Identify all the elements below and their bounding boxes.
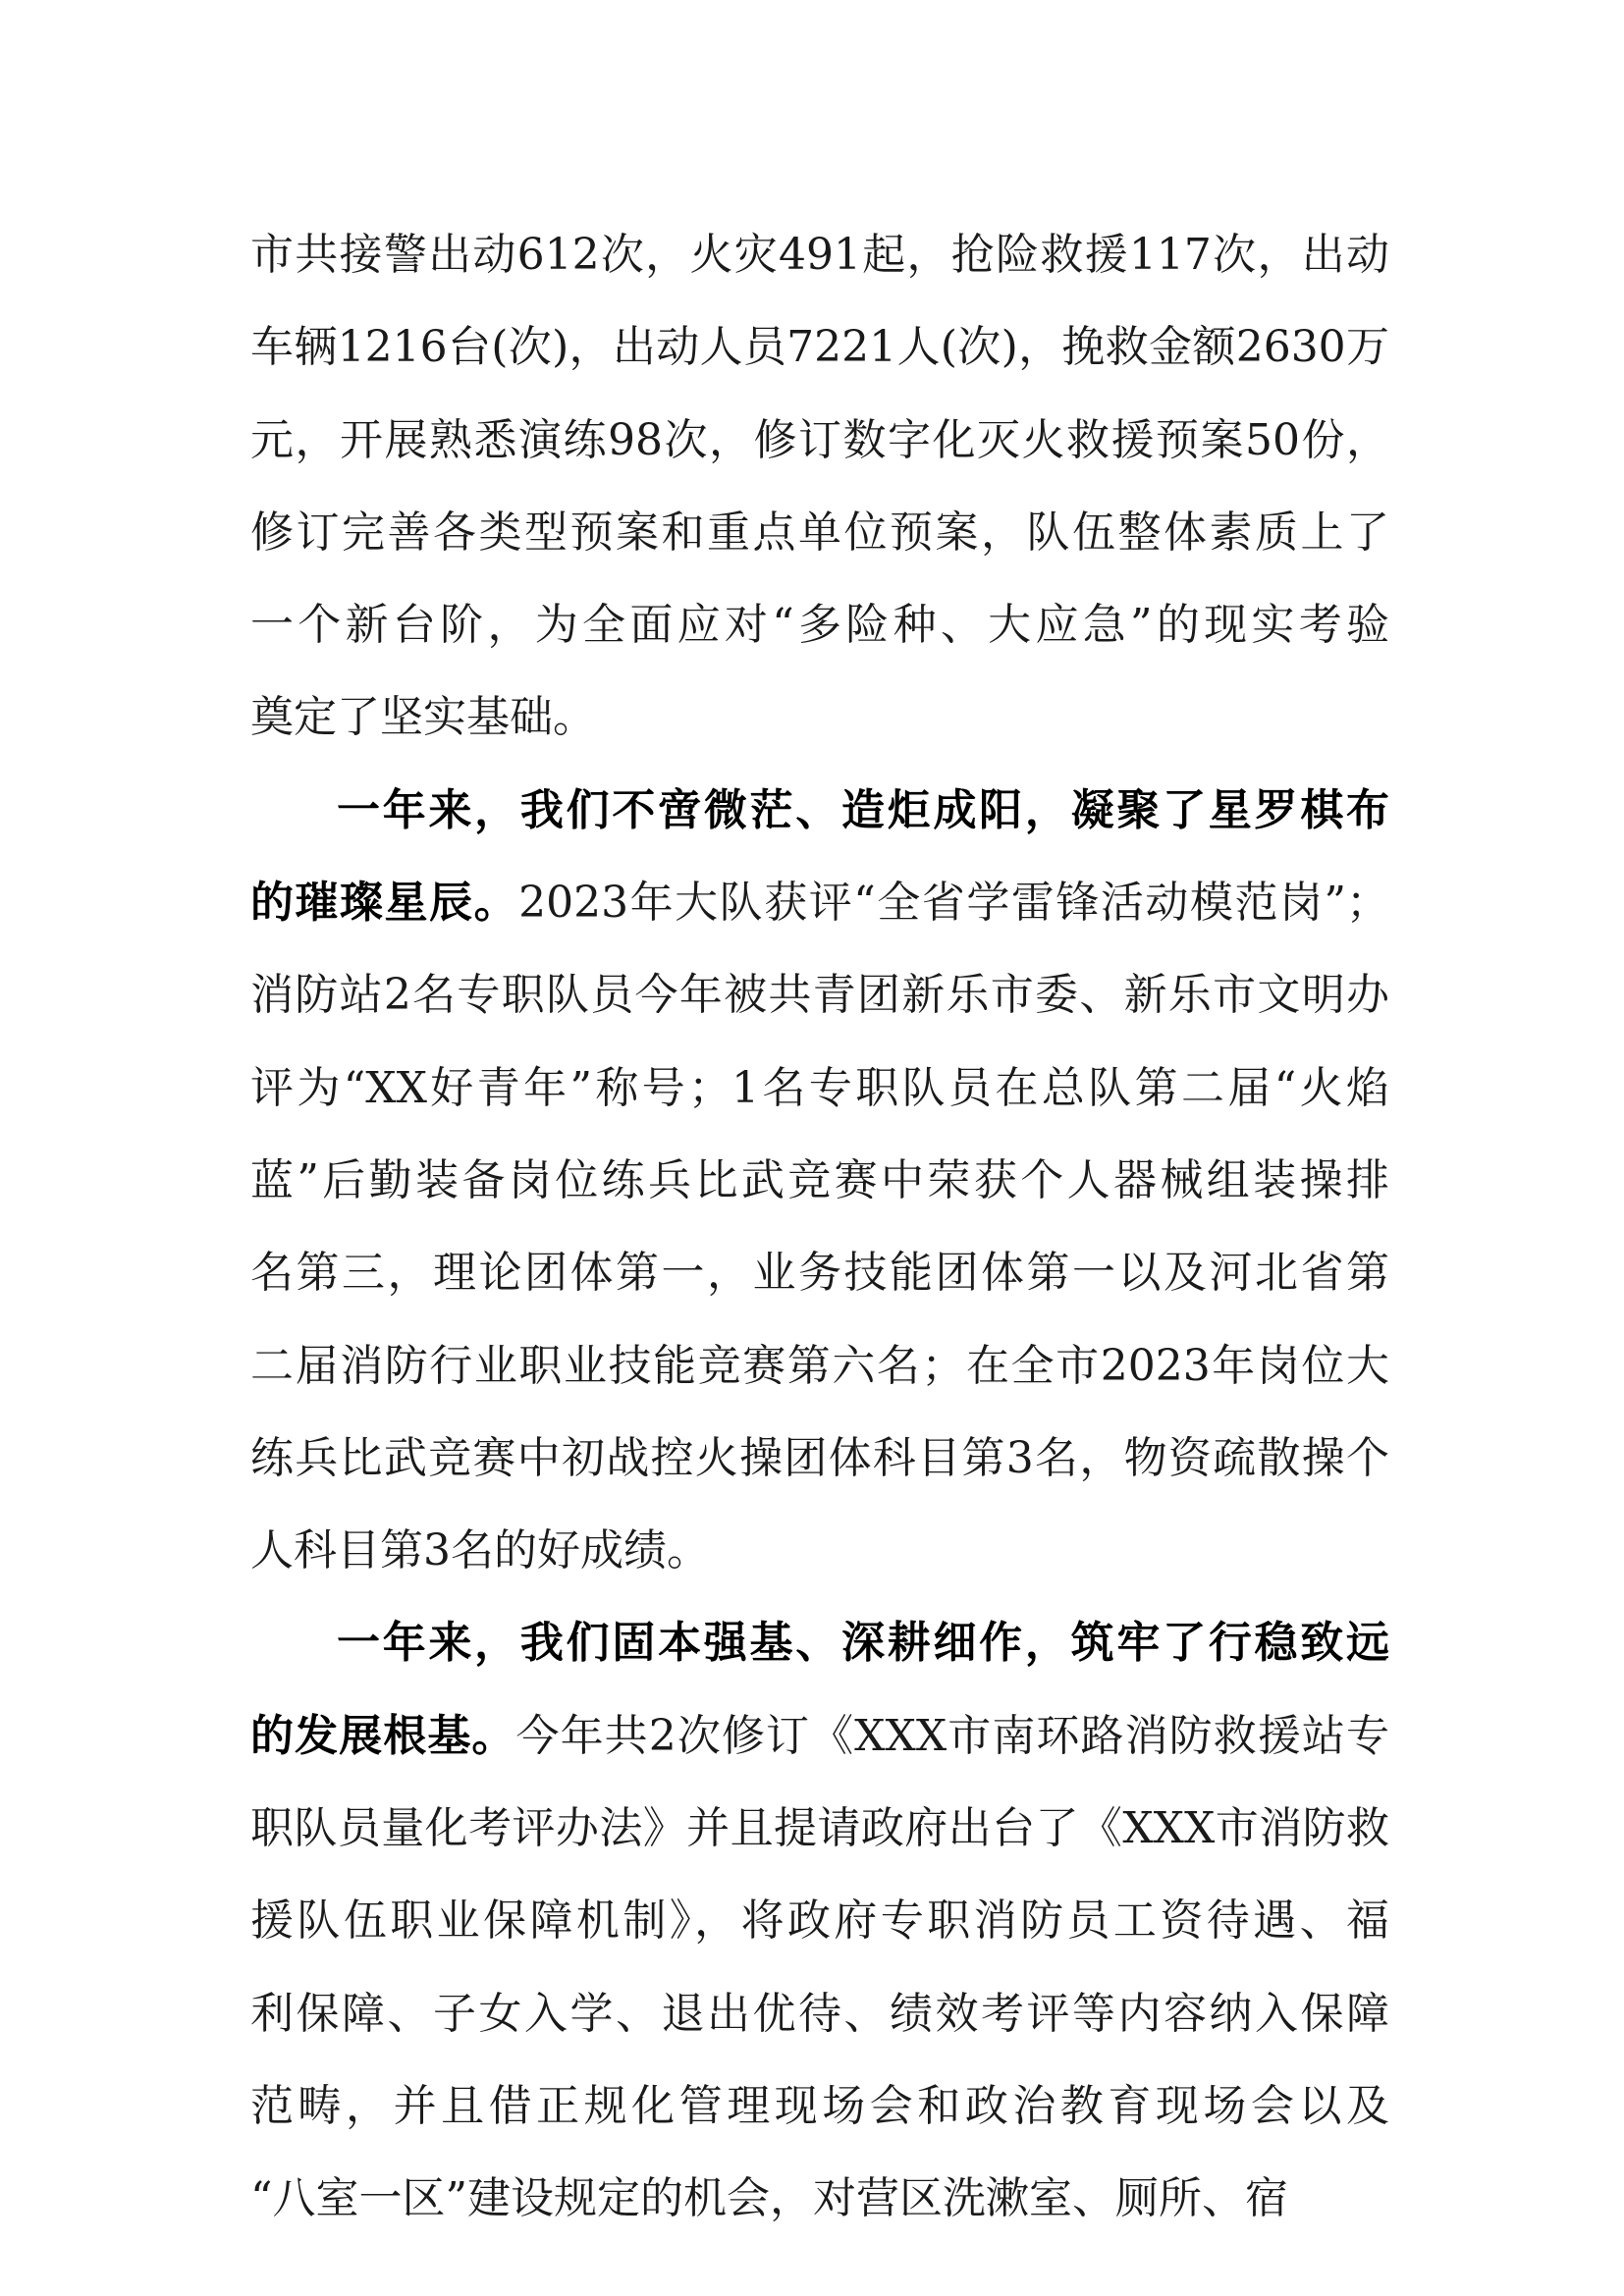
text-line	[250, 857, 1389, 949]
bold-lead-text: 一年来，我们固本强基、深耕细作，筑牢了行稳致远	[337, 1618, 1389, 1669]
text-line	[250, 2060, 1389, 2153]
text-line	[250, 395, 1389, 487]
bold-lead-text: 的发展根基。	[250, 1710, 516, 1761]
bold-lead-text: 的璀璨星辰。	[250, 878, 519, 929]
body-text-span: “八室一区”建设规定的机会，对营区洗漱室、厕所、宿	[250, 2173, 1288, 2224]
body-text-span: 市共接警出动612次，火灾491起，抢险救援117次，出动	[250, 230, 1389, 280]
text-line	[250, 579, 1389, 671]
text-line	[250, 1875, 1389, 1967]
text-line	[250, 1783, 1389, 1875]
text-line	[250, 1413, 1389, 1505]
text-line	[250, 1597, 1389, 1689]
text-line	[250, 301, 1389, 394]
text-line	[250, 1968, 1389, 2060]
text-line	[250, 1135, 1389, 1227]
text-line	[250, 1042, 1389, 1135]
paragraph	[250, 209, 1389, 765]
body-text-span: 元，开展熟悉演练98次，修订数字化灭火救援预案50份，	[250, 414, 1389, 465]
text-line	[250, 949, 1389, 1041]
document-body	[250, 209, 1389, 2246]
text-line	[250, 1690, 1389, 1783]
text-line	[250, 2153, 1389, 2245]
body-text-span: 奠定了坚实基础。	[250, 692, 596, 743]
text-line	[250, 487, 1389, 579]
body-text-span: 练兵比武竞赛中初战控火操团体科目第3名，物资疏散操个	[250, 1432, 1389, 1483]
text-line	[250, 765, 1389, 857]
body-text-span: 名第三，理论团体第一，业务技能团体第一以及河北省第	[250, 1248, 1389, 1299]
paragraph	[250, 1597, 1389, 2245]
text-line	[250, 1227, 1389, 1319]
text-line	[250, 209, 1389, 301]
body-text-span: 利保障、子女入学、退出优待、绩效考评等内容纳入保障	[250, 1988, 1389, 2039]
body-text-span: 一个新台阶，为全面应对“多险种、大应急”的现实考验	[250, 600, 1389, 651]
body-text-span: 援队伍职业保障机制》，将政府专职消防员工资待遇、福	[250, 1896, 1389, 1947]
body-text-span: 今年共2次修订《XXX市南环路消防救援站专	[515, 1710, 1390, 1761]
body-text-span: 评为“XX好青年”称号；1名专职队员在总队第二届“火焰	[250, 1062, 1389, 1113]
bold-lead-text: 一年来，我们不啻微茫、造炬成阳，凝聚了星罗棋布	[337, 784, 1389, 835]
body-text-span: 职队员量化考评办法》并且提请政府出台了《XXX市消防救	[250, 1803, 1389, 1854]
text-line	[250, 1320, 1389, 1413]
body-text-span: 修订完善各类型预案和重点单位预案，队伍整体素质上了	[250, 507, 1389, 558]
body-text-span: 蓝”后勤装备岗位练兵比武竞赛中荣获个人器械组装操排	[250, 1154, 1389, 1205]
body-text-span: 人科目第3名的好成绩。	[250, 1525, 710, 1576]
text-line	[250, 1505, 1389, 1597]
body-text-span: 车辆1216台(次)，出动人员7221人(次)，挽救金额2630万	[250, 322, 1389, 373]
text-line	[250, 671, 1389, 764]
body-text-span: 范畴，并且借正规化管理现场会和政治教育现场会以及	[250, 2080, 1389, 2131]
paragraph	[250, 765, 1389, 1598]
body-text-span: 二届消防行业职业技能竞赛第六名；在全市2023年岗位大	[250, 1340, 1389, 1391]
body-text-span: 2023年大队获评“全省学雷锋活动模范岗”；	[518, 878, 1389, 929]
body-text-span: 消防站2名专职队员今年被共青团新乐市委、新乐市文明办	[250, 970, 1389, 1021]
